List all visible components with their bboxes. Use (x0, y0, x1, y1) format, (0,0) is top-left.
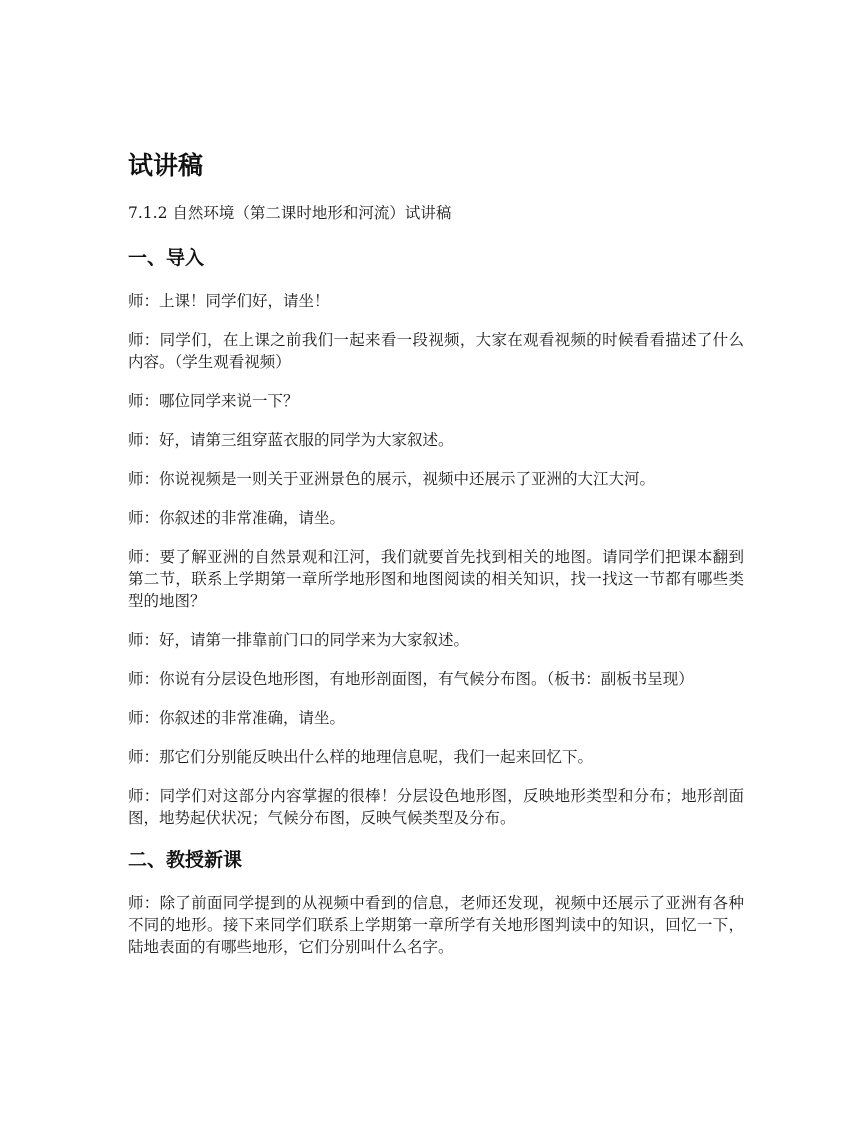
document-page (128, 148, 744, 975)
paragraph: 师：同学们对这部分内容掌握的很棒！分层设色地形图，反映地形类型和分布；地形剖面图，地势起伏状况；气候分布图，反映气候类型及分布。 (128, 787, 744, 827)
paragraph: 师：好，请第三组穿蓝衣服的同学为大家叙述。 (128, 431, 454, 449)
paragraph: 师：除了前面同学提到的从视频中看到的信息，老师还发现，视频中还展示了亚洲有各种不同的地形。接下来同学们联系上学期第一章所学有关地形图判读中的知识，回忆一下，陆地表面的有哪些地形，它们分别叫什么名字。 (128, 894, 744, 956)
paragraph: 师：那它们分别能反映出什么样的地理信息呢，我们一起来回忆下。 (128, 748, 594, 766)
section-heading: 一、导入 (128, 247, 205, 269)
paragraph: 师：你叙述的非常准确，请坐。 (128, 509, 346, 527)
paragraph: 师：你说有分层设色地形图，有地形剖面图，有气候分布图。（板书：副板书呈现） (128, 670, 694, 688)
paragraph: 师：同学们，在上课之前我们一起来看一段视频，大家在观看视频的时候看看描述了什么内容。（学生观看视频） (128, 331, 744, 371)
section-intro (128, 244, 744, 829)
paragraph: 师：要了解亚洲的自然景观和江河，我们就要首先找到相关的地图。请同学们把课本翻到第二节，联系上学期第一章所学地形图和地图阅读的相关知识，找一找这一节都有哪些类型的地图？ (128, 548, 744, 610)
document-subtitle: 7.1.2 自然环境（第二课时地形和河流）试讲稿 (128, 204, 452, 222)
paragraph: 师：你说视频是一则关于亚洲景色的展示，视频中还展示了亚洲的大江大河。 (128, 470, 656, 488)
paragraph: 师：好，请第一排靠前门口的同学来为大家叙述。 (128, 631, 470, 649)
document-title: 试讲稿 (128, 151, 204, 180)
paragraph: 师：你叙述的非常准确，请坐。 (128, 709, 346, 727)
section-heading: 二、教授新课 (128, 849, 243, 871)
paragraph: 师：上课！同学们好，请坐！ (128, 292, 330, 310)
section-new-lesson (128, 846, 744, 958)
paragraph: 师：哪位同学来说一下？ (128, 392, 299, 410)
